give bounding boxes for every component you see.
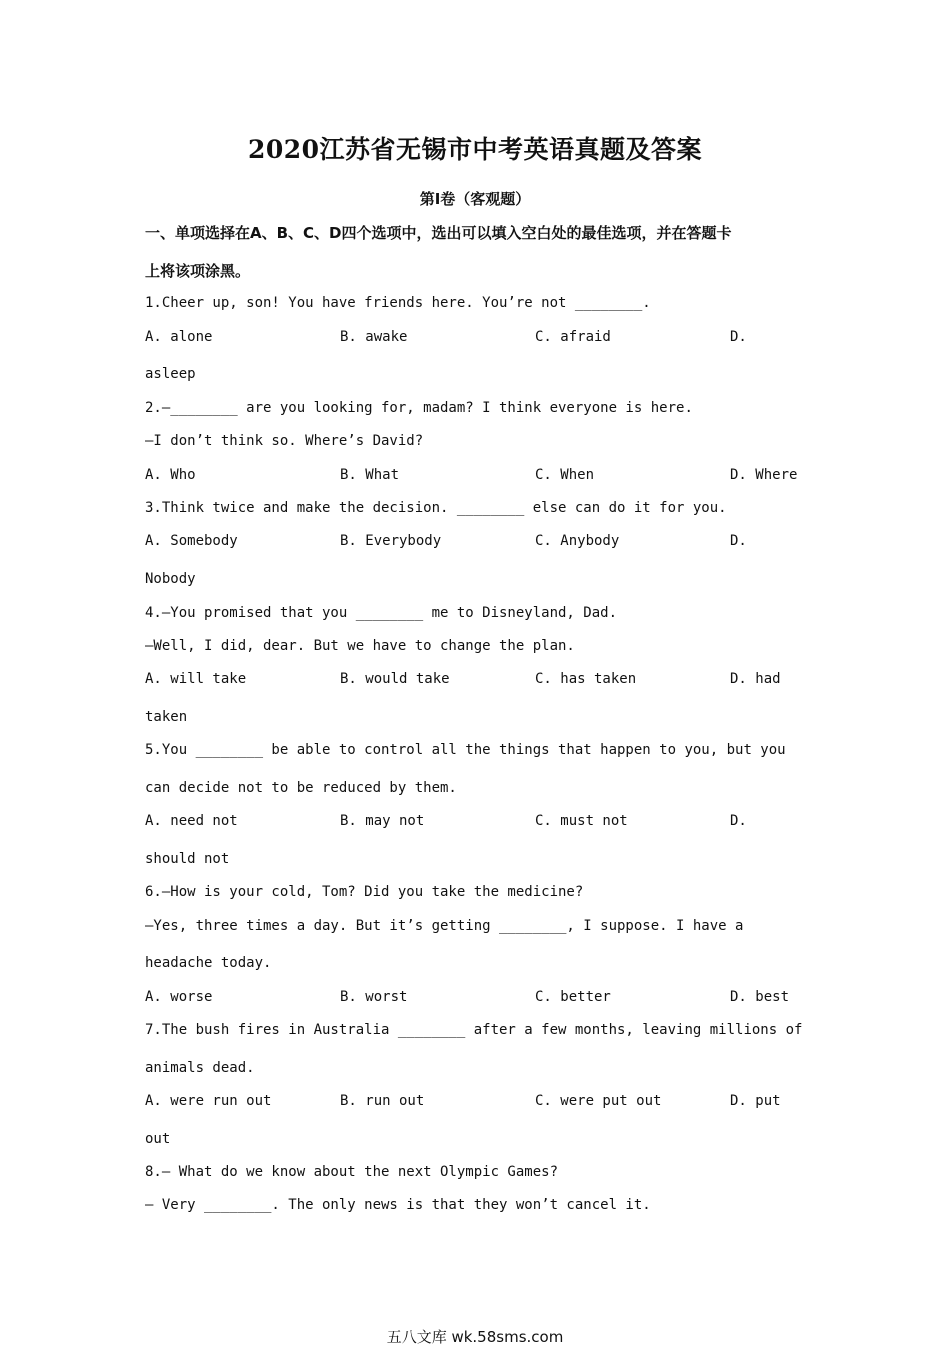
question-3-option-b: B. Everybody	[340, 533, 442, 549]
question-8-text: 8.— What do we know about the next Olympic Games?	[145, 1164, 559, 1180]
question-4-option-d: D. had	[730, 671, 781, 687]
question-6-option-d: D. best	[730, 989, 790, 1005]
question-6-text: 6.—How is your cold, Tom? Did you take the medicine?	[145, 884, 584, 900]
question-3-option-d: D.	[730, 533, 747, 549]
question-4-text-2: —Well, I did, dear. But we have to change the plan.	[145, 638, 575, 654]
question-7-text-2: animals dead.	[145, 1060, 255, 1076]
question-1-option-c: C. afraid	[535, 329, 611, 345]
question-2-text: 2.—________ are you looking for, madam? I think everyone is here.	[145, 400, 693, 416]
question-3-option-a: A. Somebody	[145, 533, 238, 549]
section-title: 第Ⅰ卷（客观题）	[419, 190, 531, 208]
question-7-option-d-text: out	[145, 1131, 171, 1147]
question-5-option-d-text: should not	[145, 851, 230, 867]
instruction-line-1: 一、单项选择在A、B、C、D四个选项中，选出可以填入空白处的最佳选项，并在答题卡	[145, 224, 732, 242]
question-7-text: 7.The bush fires in Australia ________ after a few months, leaving millions of	[145, 1022, 803, 1038]
question-1-text: 1.Cheer up, son! You have friends here. You’re not ________.	[145, 295, 651, 311]
question-2-option-a: A. Who	[145, 467, 196, 483]
question-7-option-a: A. were run out	[145, 1093, 272, 1109]
question-2-option-d: D. Where	[730, 467, 798, 483]
question-7-option-d: D. put	[730, 1093, 781, 1109]
question-4-option-c: C. has taken	[535, 671, 637, 687]
question-4-option-a: A. will take	[145, 671, 247, 687]
instruction-line-2: 上将该项涂黑。	[145, 262, 251, 280]
question-6-option-c: C. better	[535, 989, 611, 1005]
question-5-option-d: D.	[730, 813, 747, 829]
question-1-option-b: B. awake	[340, 329, 408, 345]
question-6-option-b: B. worst	[340, 989, 408, 1005]
question-4-option-b: B. would take	[340, 671, 450, 687]
question-1-option-d-text: asleep	[145, 366, 196, 382]
question-5-text: 5.You ________ be able to control all the things that happen to you, but you	[145, 742, 786, 758]
question-5-option-b: B. may not	[340, 813, 425, 829]
question-4-option-d-text: taken	[145, 709, 188, 725]
question-3-option-d-text: Nobody	[145, 571, 196, 587]
question-5-option-c: C. must not	[535, 813, 628, 829]
question-3-text: 3.Think twice and make the decision. ________ else can do it for you.	[145, 500, 727, 516]
question-6-option-a: A. worse	[145, 989, 213, 1005]
question-4-text: 4.—You promised that you ________ me to Disneyland, Dad.	[145, 605, 618, 621]
question-7-option-b: B. run out	[340, 1093, 425, 1109]
question-7-option-c: C. were put out	[535, 1093, 662, 1109]
question-5-option-a: A. need not	[145, 813, 238, 829]
question-6-text-3: headache today.	[145, 955, 272, 971]
footer-watermark: 五八文库 wk.58sms.com	[386, 1328, 564, 1346]
question-5-text-2: can decide not to be reduced by them.	[145, 780, 457, 796]
question-3-option-c: C. Anybody	[535, 533, 620, 549]
question-2-text-2: —I don’t think so. Where’s David?	[145, 433, 424, 449]
question-1-option-d: D.	[730, 329, 747, 345]
question-1-option-a: A. alone	[145, 329, 213, 345]
page-title: 2020江苏省无锡市中考英语真题及答案	[247, 135, 703, 164]
question-2-option-c: C. When	[535, 467, 595, 483]
question-8-text-2: — Very ________. The only news is that they won’t cancel it.	[145, 1197, 651, 1213]
question-2-option-b: B. What	[340, 467, 400, 483]
question-6-text-2: —Yes, three times a day. But it’s getting ________, I suppose. I have a	[145, 918, 744, 934]
